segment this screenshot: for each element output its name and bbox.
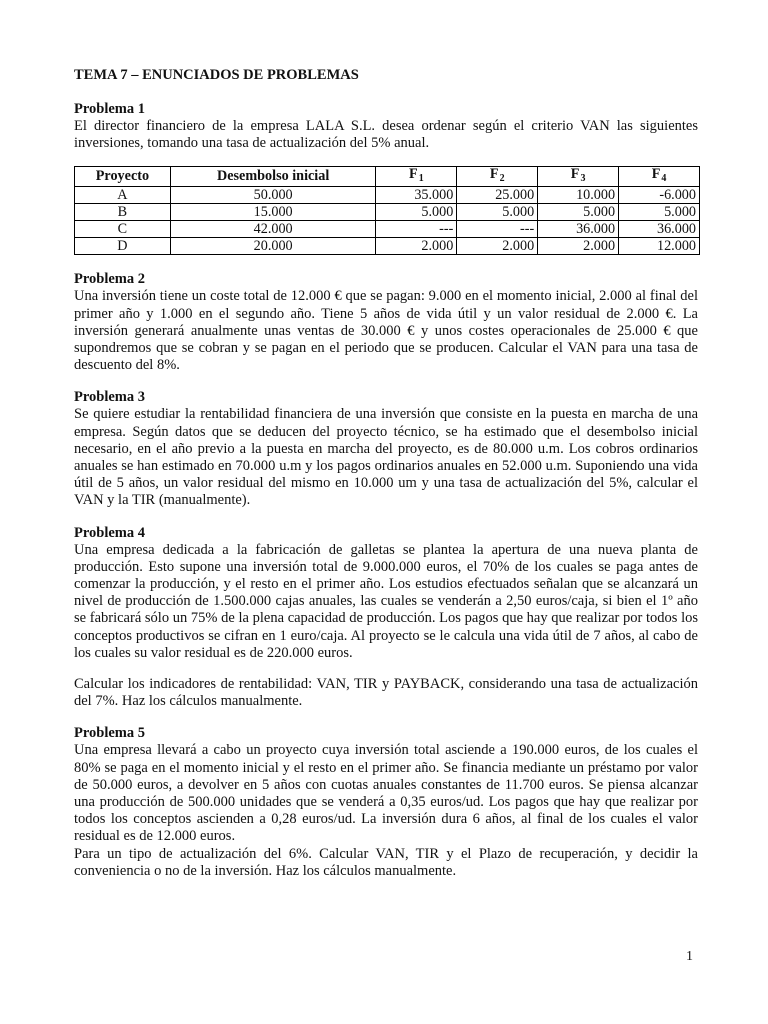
document-title: TEMA 7 – ENUNCIADOS DE PROBLEMAS <box>74 67 359 83</box>
cell-f2: --- <box>457 221 538 238</box>
problem-2 <box>74 270 698 374</box>
problem-heading: Problema 2 <box>74 271 146 288</box>
cell-proyecto: A <box>75 187 171 204</box>
cell-f2: 2.000 <box>457 238 538 255</box>
cell-f3: 36.000 <box>538 221 619 238</box>
cell-f4: 12.000 <box>619 238 700 255</box>
table-row <box>75 238 700 255</box>
problem-4 <box>74 524 698 711</box>
header-f1 <box>376 167 457 187</box>
cell-desembolso: 50.000 <box>170 187 376 204</box>
problem-heading: Problema 5 <box>74 725 146 742</box>
cell-f3: 10.000 <box>538 187 619 204</box>
table-row <box>75 204 700 221</box>
table-row <box>75 187 700 204</box>
problem-paragraph: Se quiere estudiar la rentabilidad financiera de una inversión que consiste en la puesta en marcha de una empresa. Según datos que se deducen del proyecto técnico, se ha estimado que el desembolso inicial necesario, en el año previo a la puesta en marcha del proyecto, es de 80.000 u.m. Los cobros ordinarios anuales se han estimado en 70.000 u.m y los pagos ordinarios anuales en 52.000 u.m. Suponiendo una vida útil de 5 años, un valor residual del mismo en 10.000 um y una tasa de actualización del 5%, calcular el VAN y la TIR (manualmente). <box>74 406 698 509</box>
page-number: 1 <box>686 949 693 964</box>
cell-f3: 2.000 <box>538 238 619 255</box>
problem-paragraph: El director financiero de la empresa LALA S.L. desea ordenar según el criterio VAN las siguientes inversiones, tomando una tasa de actualización del 5% anual. <box>74 118 698 152</box>
cell-f3: 5.000 <box>538 204 619 221</box>
problem-heading: Problema 3 <box>74 389 146 406</box>
header-proyecto: Proyecto <box>75 167 171 187</box>
problem-heading: Problema 4 <box>74 524 146 541</box>
header-desembolso: Desembolso inicial <box>170 167 376 187</box>
cell-f2: 25.000 <box>457 187 538 204</box>
problem-1 <box>74 100 698 255</box>
cell-desembolso: 42.000 <box>170 221 376 238</box>
table-row <box>75 221 700 238</box>
cell-f4: 5.000 <box>619 204 700 221</box>
header-f-letter: F <box>489 166 499 183</box>
problem-paragraph: Para un tipo de actualización del 6%. Calcular VAN, TIR y el Plazo de recuperación, y decidir la conveniencia o no de la inversión. Haz los cálculos manualmente. <box>74 845 698 879</box>
header-f2 <box>457 167 538 187</box>
problem-paragraph: Una inversión tiene un coste total de 12.000 € que se pagan: 9.000 en el momento inicial, 2.000 al final del primer año y 1.000 en el segundo año. Tiene 5 años de vida útil y un valor residual de 2.000 €. La inversión generará anualmente unas ventas de 30.000 € y unos costes operacionales de 25.000 € que supondremos que se cobran y se pagan en el periodo que se producen. Calcular el VAN para una tasa de descuento del 8%. <box>74 288 698 374</box>
problem-5 <box>74 724 698 880</box>
problem-paragraph: Una empresa dedicada a la fabricación de galletas se plantea la apertura de una nueva planta de producción. Esto supone una inversión total de 9.000.000 euros, el 70% de los cuales se paga antes de comenzar la producción, y el resto en el primer año. Los estudios efectuados señalan que se alcanzará un nivel de producción de 1.500.000 cajas anuales, las cuales se venderán a 2,50 euros/caja, si bien el 1º año se fabricará sólo un 75% de la plena capacidad de producción. Los pagos que hay que realizar por todos los conceptos productivos se cifran en 1 euro/caja. Al proyecto se le calcula una vida útil de 7 años, al cabo de los cuales su valor residual es de 220.000 euros. <box>74 541 698 661</box>
header-f3-sub: 3 <box>580 173 586 185</box>
problem-paragraph: Una empresa llevará a cabo un proyecto cuya inversión total asciende a 190.000 euros, de los cuales el 80% se paga en el momento inicial y el resto en el primer año. Se financia mediante un préstamo por valor de 50.000 euros, a devolver en 5 años con cuotas anuales constantes de 11.700 euros. Se piensa alcanzar una producción de 500.000 unidades que se venderá a 0,35 euros/ud. Los pagos que hay que realizar por todos los conceptos ascienden a 0,28 euros/ud. La inversión dura 6 años, al final de los cuales el valor residual es de 12.000 euros. <box>74 742 698 845</box>
cell-f1: 2.000 <box>376 238 457 255</box>
header-f-letter: F <box>570 166 580 183</box>
cell-f1: --- <box>376 221 457 238</box>
header-f4 <box>619 167 700 187</box>
cell-f4: 36.000 <box>619 221 700 238</box>
cell-proyecto: C <box>75 221 171 238</box>
header-f3 <box>538 167 619 187</box>
header-f1-sub: 1 <box>418 173 424 185</box>
cell-desembolso: 15.000 <box>170 204 376 221</box>
header-f4-sub: 4 <box>661 173 667 185</box>
investment-table <box>74 166 700 255</box>
cell-proyecto: D <box>75 238 171 255</box>
cell-desembolso: 20.000 <box>170 238 376 255</box>
document-page <box>74 66 698 894</box>
problem-paragraph: Calcular los indicadores de rentabilidad: VAN, TIR y PAYBACK, considerando una tasa de actualización del 7%. Haz los cálculos manualmente. <box>74 676 698 710</box>
header-f-letter: F <box>409 166 418 183</box>
header-f2-sub: 2 <box>499 173 505 185</box>
cell-proyecto: B <box>75 204 171 221</box>
cell-f4: -6.000 <box>619 187 700 204</box>
cell-f2: 5.000 <box>457 204 538 221</box>
cell-f1: 35.000 <box>376 187 457 204</box>
cell-f1: 5.000 <box>376 204 457 221</box>
problem-heading: Problema 1 <box>74 101 146 117</box>
header-f-letter: F <box>651 166 661 183</box>
table-header-row <box>75 167 700 187</box>
problem-3 <box>74 388 698 509</box>
